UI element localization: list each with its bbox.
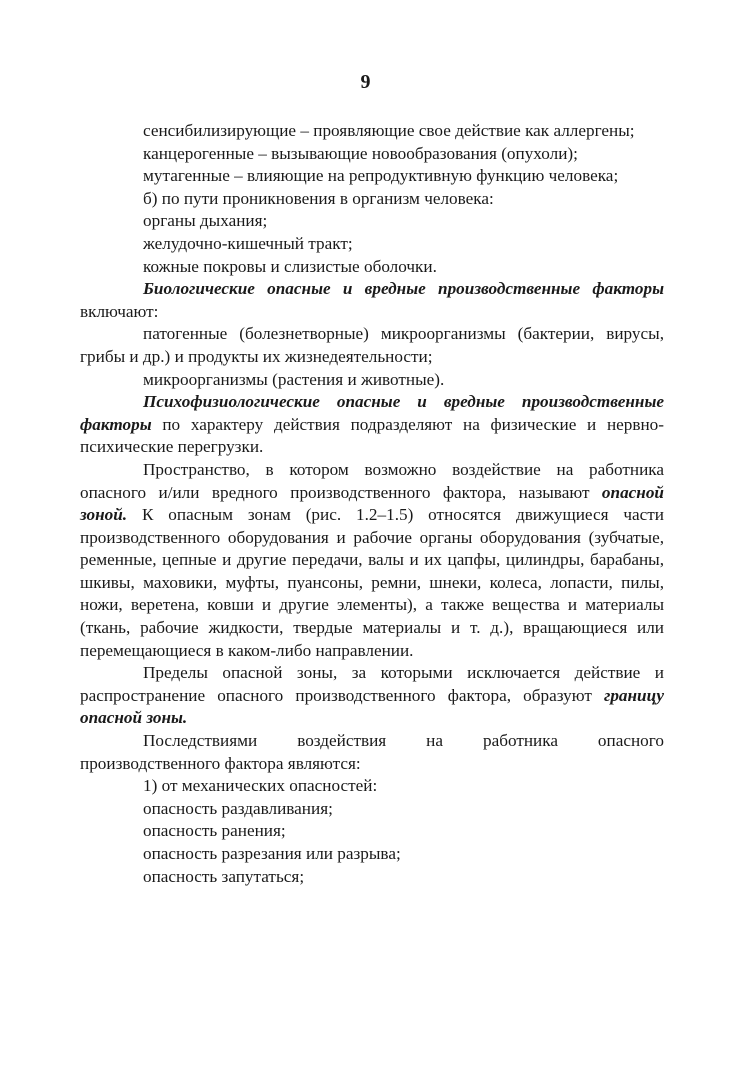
paragraph: Последствиями воздействия на работника опасного производственного фактора являются:: [80, 731, 664, 773]
paragraph-text: включают:: [80, 301, 159, 321]
term-biological-factors: Биологические опасные и вредные производственные факторы: [143, 279, 664, 299]
paragraph-text: К опасным зонам (рис. 1.2–1.5) относятся движущиеся части производственного оборудования и рабочие органы оборудования (зубчатые, ременные, цепные и другие передачи, валы и их цапфы, цилиндры, барабаны, шкивы, маховики, муфты, пуансоны, ремни, шнеки, колеса, лопасти, пилы, ножи, веретена, ковши и другие элементы), а также вещества и материалы (ткань, рабочие жидкости, твердые материалы и т. д.), вращающиеся или перемещающиеся в каком-либо направлении.: [80, 505, 664, 660]
list-item: опасность ранения;: [143, 821, 286, 841]
term-zone-border: границу опасной зоны.: [80, 685, 664, 728]
paragraph: б) по пути проникновения в организм человека:: [143, 188, 494, 208]
paragraph-text: Пределы опасной зоны, за которыми исключается действие и распространение опасного производственного фактора, образуют: [80, 663, 664, 705]
paragraph-text: Пространство, в котором возможно воздействие на работника опасного и/или вредного производственного фактора, называют: [80, 459, 664, 502]
page-number: 9: [360, 71, 371, 93]
paragraph-zone-border: [80, 662, 664, 730]
paragraph: микроорганизмы (растения и животные).: [143, 369, 445, 389]
paragraph: канцерогенные – вызывающие новообразования (опухоли);: [143, 143, 578, 163]
paragraph: сенсибилизирующие – проявляющие свое действие как аллергены;: [143, 121, 635, 140]
list-heading: 1) от механических опасностей:: [143, 776, 378, 796]
paragraph: мутагенные – влияющие на репродуктивную функцию человека;: [143, 166, 619, 186]
paragraph-psychophysiological-factors: [80, 391, 664, 459]
paragraph-biological-factors: [80, 278, 664, 323]
list-item: кожные покровы и слизистые оболочки.: [143, 256, 437, 276]
paragraph-text: по характеру действия подразделяют на физические и нервно-психические перегрузки.: [80, 414, 664, 457]
paragraph: патогенные (болезнетворные) микроорганизмы (бактерии, вирусы, грибы и др.) и продукты их жизнедеятельности;: [80, 324, 664, 366]
term-danger-zone: опасной зоной.: [80, 482, 664, 525]
list-item: желудочно-кишечный тракт;: [143, 233, 353, 253]
list-item: опасность раздавливания;: [143, 798, 333, 818]
list-item: опасность разрезания или разрыва;: [143, 844, 401, 863]
paragraph-danger-zone: [80, 459, 664, 662]
body-text: [80, 120, 664, 888]
list-item: органы дыхания;: [143, 211, 268, 231]
term-psychophysiological-factors: Психофизиологические опасные и вредные производственные факторы: [80, 392, 664, 434]
list-item: опасность запутаться;: [143, 866, 305, 886]
